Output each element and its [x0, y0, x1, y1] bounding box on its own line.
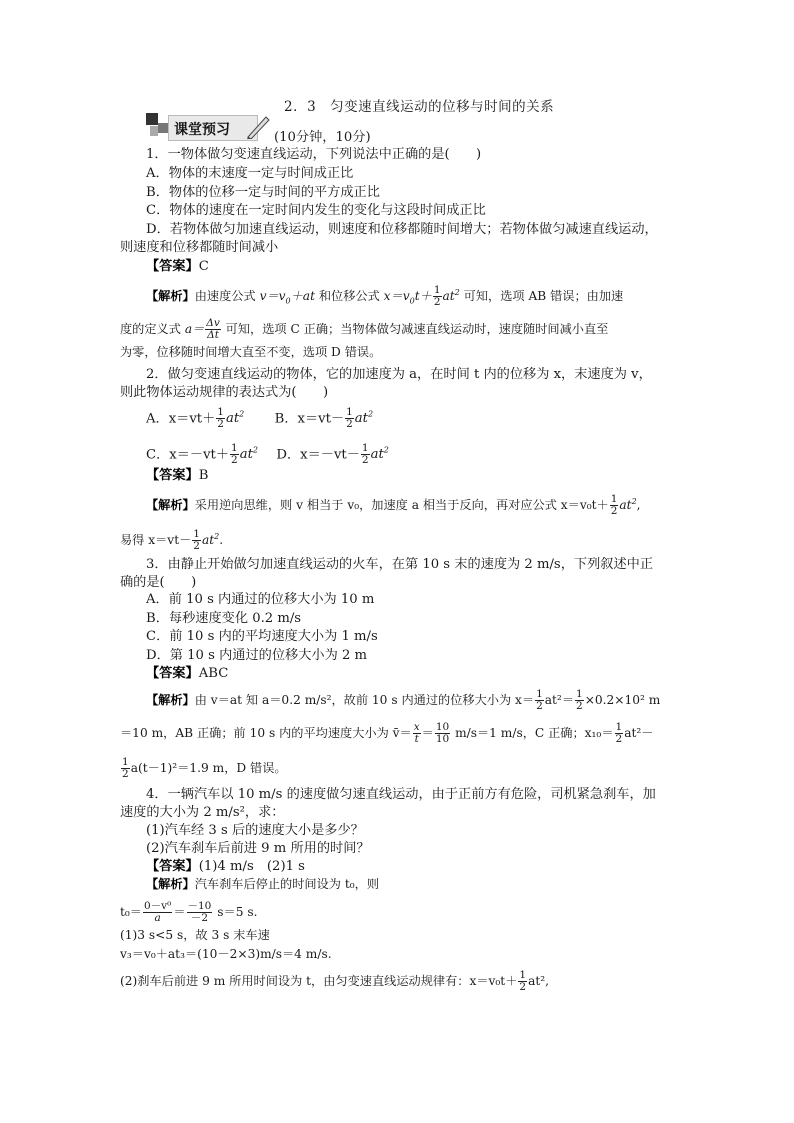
fraction: $\frac{1}{2}$ [519, 969, 527, 993]
explanation-text: ＝ [173, 905, 186, 919]
explanation-text: 和位移公式 [314, 289, 384, 304]
fraction: $\frac{10}{10}$ [435, 721, 450, 745]
explanation-line [146, 875, 379, 894]
explanation-tag: 【解析】 [146, 289, 195, 304]
explanation-text: ＝10 m，AB 正确；前 10 s 内的平均速度大小为 v̄＝ [120, 726, 412, 740]
answer-value: ABC [198, 666, 229, 681]
explanation-text: 由 v＝at 知 a＝0.2 m/s²，故前 10 s 内通过的位移大小为 x＝ [194, 693, 535, 707]
explanation-tag: 【解析】 [146, 498, 195, 513]
fraction: $\frac{1}{2}$ [217, 406, 224, 431]
fraction: $\frac{1}{2}$ [610, 493, 618, 518]
explanation-line: 为零，位移随时间增大直至不变，选项 D 错误。 [120, 345, 382, 359]
formula-velocity: $v=v_0+at$ [259, 289, 315, 306]
answer-value: C [198, 259, 209, 274]
explanation-text: t₀＝ [120, 905, 142, 919]
fraction: $\frac{1}{2}$ [122, 756, 129, 780]
explanation-line: v₃＝v₀＋at₃＝(10－2×3)m/s＝4 m/s. [120, 947, 332, 961]
explanation-line [120, 970, 549, 993]
explanation-line: 度的定义式 a＝ $\frac{\Delta v}{\Delta t}$ 可知，选项 C 正确；当物体做匀减速直线运动时，速度随时间减小直至 [120, 317, 609, 341]
option-c: C．x＝－vt＋ [146, 447, 230, 463]
explanation-line: 【解析】由速度公式 $v=v_0+at$ 和位移公式 $x=v_0t+$ $\frac{1}{2}$ $at^2$ 可知，选项 AB 错误；由加速 [146, 284, 624, 309]
pencil-icon [246, 113, 270, 139]
answer-value: B [198, 468, 209, 483]
explanation-text: 由速度公式 [194, 289, 260, 304]
explanation-text: ×0.2×10² m [584, 693, 661, 707]
option-a: A．前 10 s 内通过的位移大小为 10 m [146, 592, 375, 607]
option-d: D．若物体做匀加速直线运动，则速度和位移都随时间增大；若物体做匀减速直线运动， [146, 222, 658, 237]
formula-displacement: $x=v_0t+$ [383, 289, 432, 306]
explanation-text: (2)刹车后前进 9 m 所用时间设为 t，由匀变速直线运动规律有：x＝v₀t＋ [120, 974, 518, 988]
option-c: C．前 10 s 内的平均速度大小为 1 m/s [146, 629, 378, 644]
fraction: $\frac{1}{2}$ [346, 406, 353, 431]
option-d: D．x＝－vt－ [276, 447, 360, 463]
explanation-line [120, 722, 653, 745]
fraction: $\frac{1}{2}$ [576, 688, 583, 712]
option-d: D．第 10 s 内通过的位移大小为 2 m [146, 648, 368, 663]
explanation-text: 可知，选项 AB 错误；由加速 [459, 289, 624, 304]
fraction: $\frac{1}{2}$ [231, 442, 238, 467]
fraction: $\frac{-10}{-2}$ [187, 900, 212, 924]
explanation-text: 采用逆向思维，则 v 相当于 v₀，加速度 a 相当于反向，再对应公式 x＝v₀t＋ [194, 498, 609, 513]
sub-question: (2)汽车刹车后前进 9 m 所用的时间？ [146, 841, 370, 856]
sub-question: (1)汽车经 3 s 后的速度大小是多少？ [146, 823, 364, 838]
fraction: $\frac{1}{2}$ [433, 284, 441, 309]
fraction: $\frac{1}{2}$ [536, 688, 543, 712]
option-d-continued: 则速度和位移都随时间减小 [120, 240, 279, 255]
explanation-text: at², [528, 974, 550, 988]
explanation-text: 可知，选项 C 正确；当物体做匀减速直线运动时，速度随时间减小直至 [221, 322, 609, 336]
question-stem: 2．做匀变速直线运动的物体，它的加速度为 a，在时间 t 内的位移为 x，末速度为 v， [146, 367, 652, 382]
option-row: C．x＝－vt＋ $\frac{1}{2}$ $at^2$ D．x＝－vt－ $\frac{1}{2}$ $at^2$ [146, 442, 389, 467]
question-stem-continued: 速度的大小为 2 m/s²，求： [120, 805, 285, 820]
answer-tag: 【答案】 [146, 468, 199, 483]
answer-line [146, 857, 305, 876]
explanation-text: 易得 x＝vt－ [120, 533, 192, 548]
explanation-text: 汽车刹车后停止的时间设为 t₀，则 [194, 877, 380, 891]
option-b: B．x＝vt－ [274, 411, 345, 427]
option-row: A．x＝vt＋ $\frac{1}{2}$ $at^2$ B．x＝vt－ $\frac{1}{2}$ $at^2$ [146, 406, 374, 431]
explanation-text: a(t－1)²＝1.9 m，D 错误。 [130, 761, 287, 775]
answer-value: (1)4 m/s (2)1 s [198, 859, 305, 874]
explanation-text: ＝ [421, 726, 434, 740]
answer-line [146, 466, 208, 485]
explanation-text: m/s＝1 m/s，C 正确；x₁₀＝ [451, 726, 614, 740]
answer-tag: 【答案】 [146, 859, 199, 874]
fraction: $\frac{\Delta v}{\Delta t}$ [206, 317, 220, 341]
question-stem: 4．一辆汽车以 10 m/s 的速度做匀速直线运动，由于正前方有危险，司机紧急刹车，加 [146, 787, 656, 802]
option-c: C．物体的速度在一定时间内发生的变化与这段时间成正比 [146, 203, 486, 218]
badge-square-icon [146, 113, 158, 125]
section-badge [146, 113, 270, 141]
option-a: A．物体的末速度一定与时间成正比 [146, 166, 354, 181]
fraction: $\frac{\text{0－v⁰}}{a}$ [143, 900, 172, 924]
option-a: A．x＝vt＋ [146, 411, 216, 427]
page-title: 2．3 匀变速直线运动的位移与时间的关系 [284, 99, 555, 115]
fraction: $\frac{1}{2}$ [615, 721, 623, 745]
answer-tag: 【答案】 [146, 666, 199, 681]
badge-square-icon [150, 126, 158, 136]
fraction: $\frac{x}{t}$ [413, 721, 420, 745]
explanation-line: 【解析】采用逆向思维，则 v 相当于 v₀，加速度 a 相当于反向，再对应公式 x＝v₀t＋ $\frac{1}{2}$ $at^2$, [146, 493, 641, 518]
explanation-line [120, 757, 287, 780]
question-stem: 1．一物体做匀变速直线运动，下列说法中正确的是( ) [146, 147, 482, 162]
explanation-tag: 【解析】 [146, 693, 195, 707]
explanation-text: s＝5 s. [213, 905, 258, 919]
answer-tag: 【答案】 [146, 259, 199, 274]
answer-line [146, 257, 209, 276]
section-note: (10分钟，10分) [274, 130, 371, 145]
question-stem: 3．由静止开始做匀加速直线运动的火车，在第 10 s 末的速度为 2 m/s，下列叙述中正 [146, 557, 654, 572]
explanation-line: (1)3 s<5 s，故 3 s 末车速 [120, 928, 270, 942]
fraction: $\frac{1}{2}$ [193, 528, 200, 553]
option-b: B．物体的位移一定与时间的平方成正比 [146, 185, 380, 200]
explanation-tag: 【解析】 [146, 877, 195, 891]
section-badge-label: 课堂预习 [174, 122, 230, 138]
badge-square-icon [158, 123, 168, 133]
explanation-line: 易得 x＝vt－ $\frac{1}{2}$ $at^2$. [120, 528, 224, 553]
explanation-text: at²－ [624, 726, 654, 740]
question-stem-continued: 确的是( ) [120, 575, 197, 590]
fraction: $\frac{1}{2}$ [361, 442, 369, 467]
explanation-line [120, 901, 257, 924]
option-b: B．每秒速度变化 0.2 m/s [146, 611, 302, 626]
explanation-text: at²＝ [544, 693, 575, 707]
explanation-text: 度的定义式 [120, 322, 185, 336]
answer-line [146, 664, 228, 683]
question-stem-continued: 则此物体运动规律的表达式为( ) [120, 385, 329, 400]
explanation-line [146, 689, 660, 712]
